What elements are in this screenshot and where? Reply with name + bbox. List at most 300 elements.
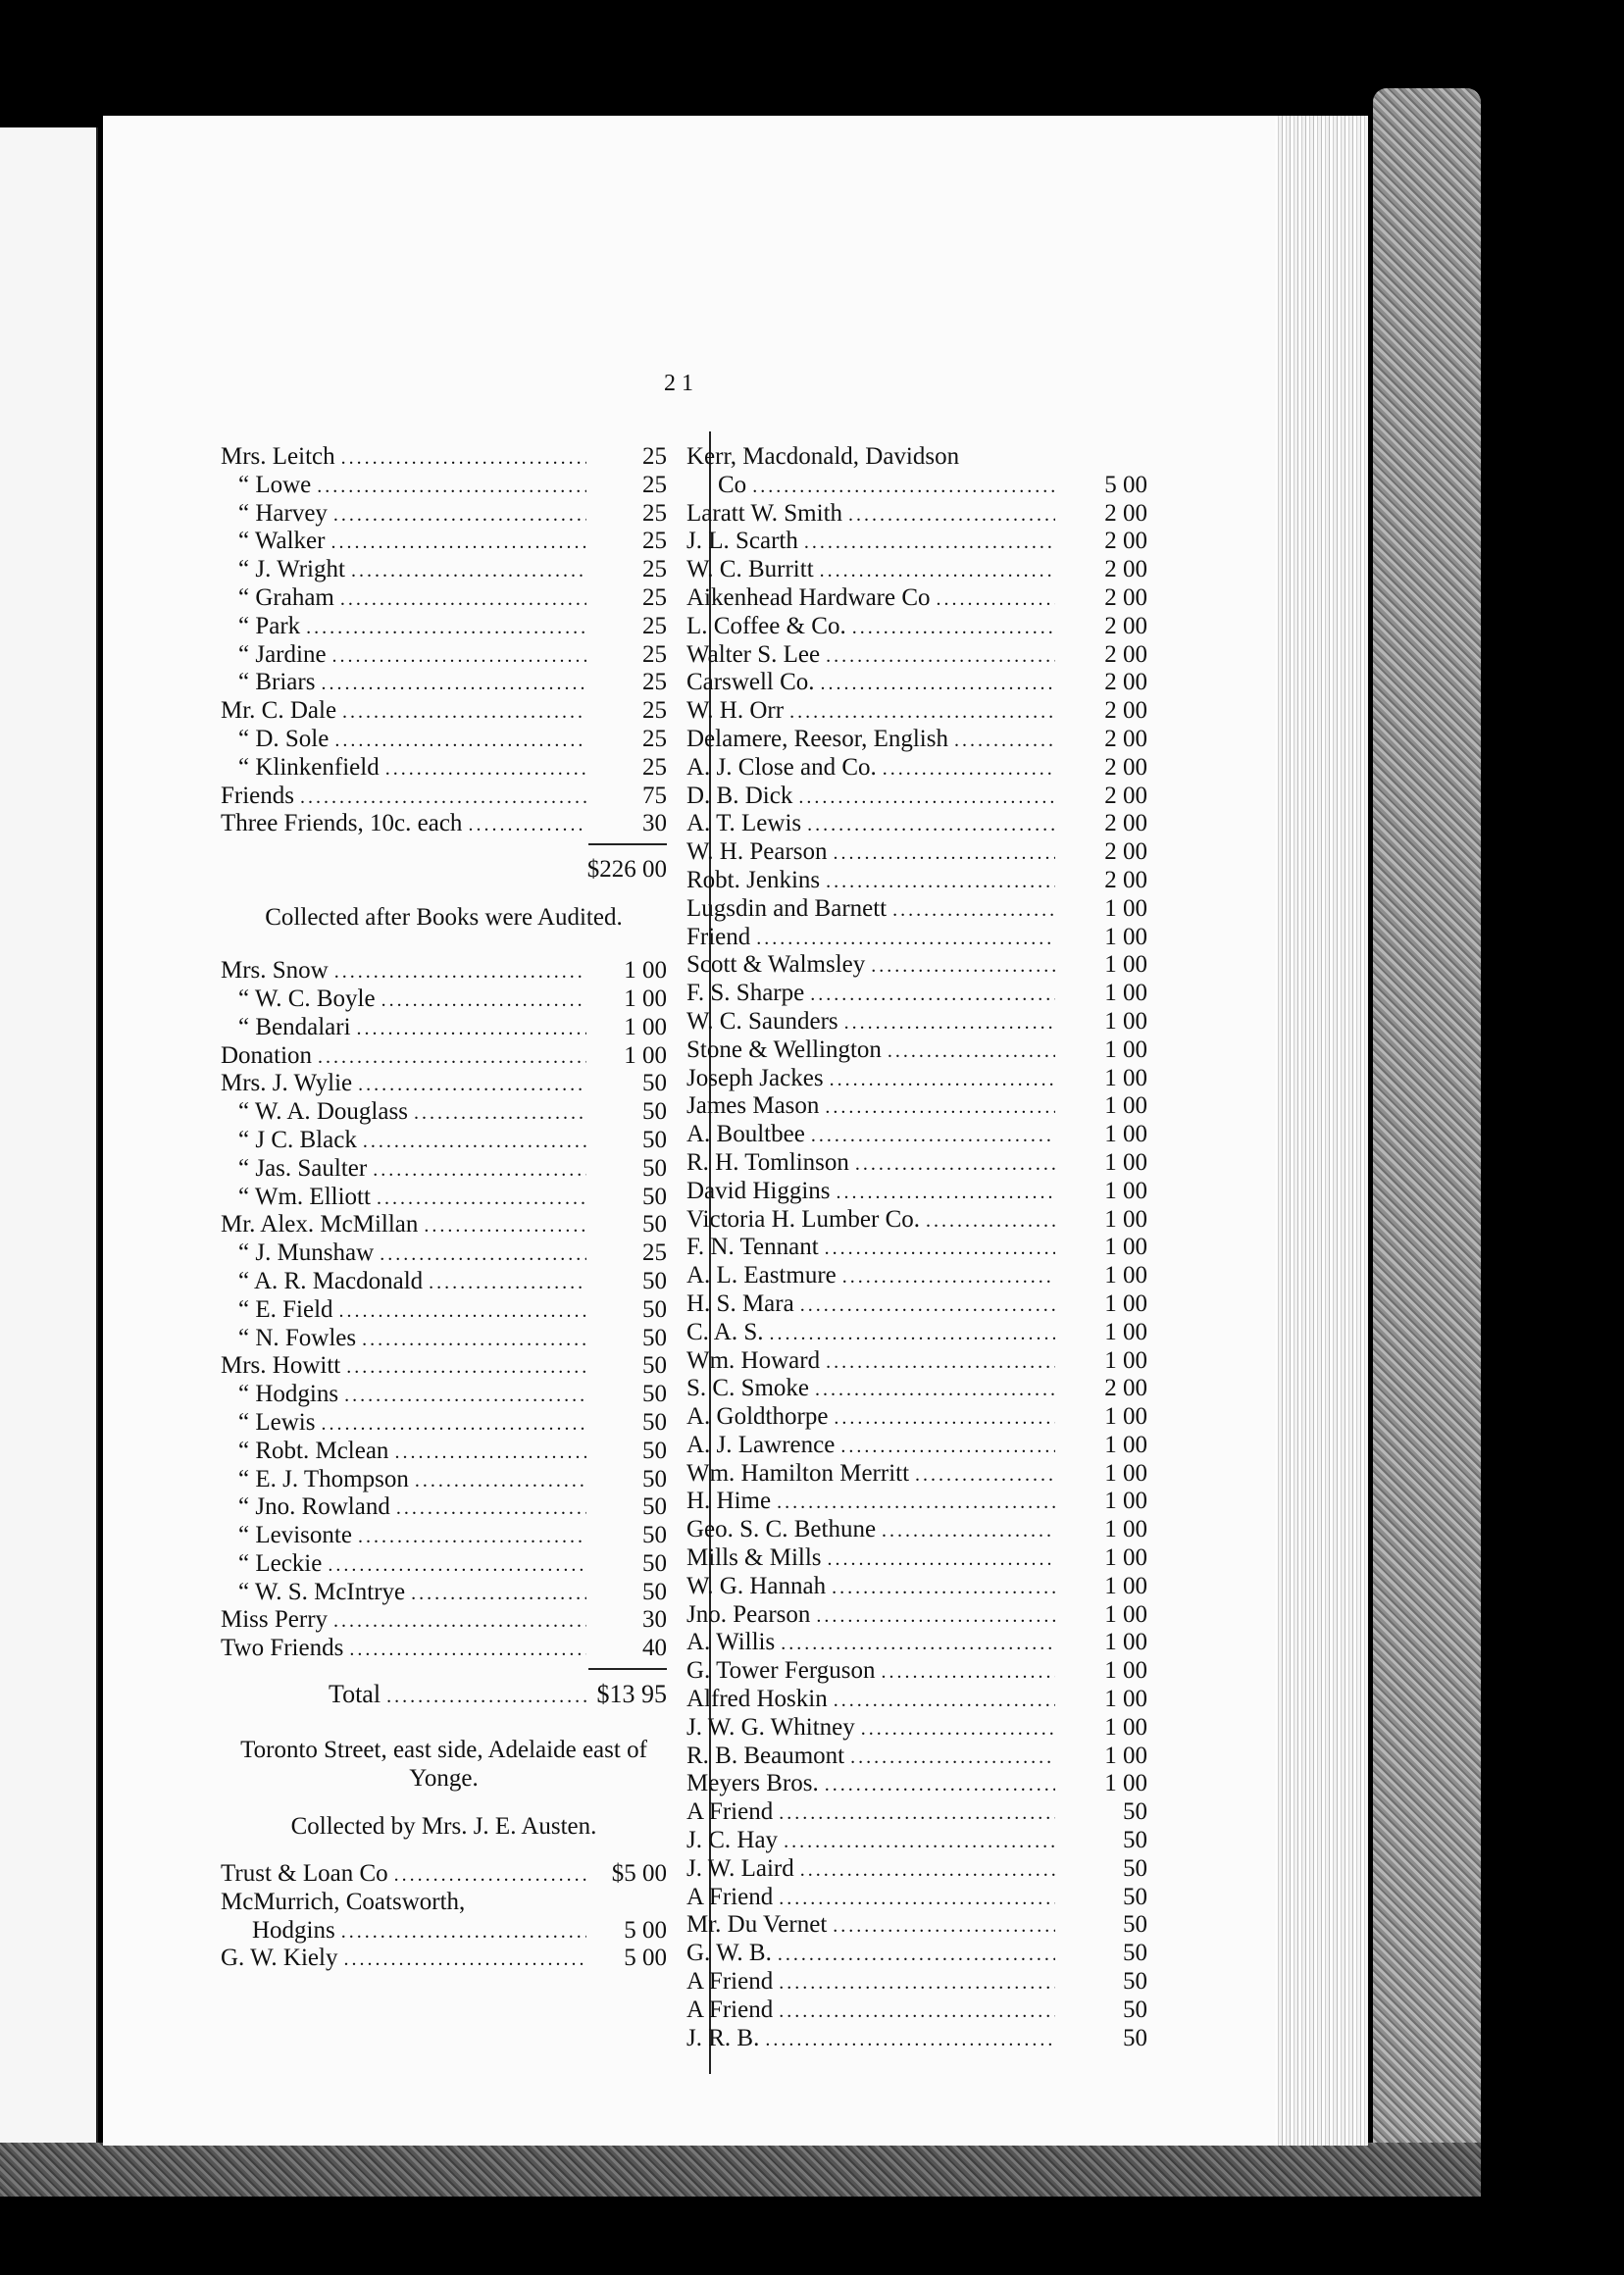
donor-row [686, 1714, 1147, 1743]
leader-dots [317, 472, 586, 501]
donation-amount: 2 00 [1104, 782, 1147, 809]
donation-amount: 1 00 [1104, 1742, 1147, 1769]
leader-dots [937, 584, 1055, 614]
donation-amount: 2 00 [1104, 725, 1147, 752]
donor-row [686, 1770, 1147, 1798]
donor-name: Walter S. Lee [686, 640, 821, 668]
leader-dots [810, 980, 1055, 1009]
donor-row [221, 1042, 667, 1071]
leader-dots [396, 1493, 586, 1523]
donor-name: A Friend [686, 1883, 774, 1910]
donation-amount: 1 00 [1104, 1488, 1147, 1515]
donor-row [221, 754, 667, 783]
leader-dots [358, 1070, 586, 1099]
donor-name: Three Friends, 10c. each [221, 810, 463, 837]
donor-row [686, 1573, 1147, 1601]
donor-name: “ Graham [238, 583, 334, 611]
donation-amount: 1 00 [1104, 1177, 1147, 1204]
leader-dots [770, 1319, 1055, 1348]
donor-name: G. Tower Ferguson [686, 1657, 876, 1685]
donor-name: Mr. C. Dale [221, 697, 337, 725]
donor-name: “ Leckie [238, 1549, 323, 1577]
leader-dots [300, 783, 586, 812]
donor-row [221, 443, 667, 472]
donor-row [686, 838, 1147, 867]
leader-dots [344, 1381, 586, 1410]
donation-amount: 2 00 [1104, 838, 1147, 866]
leader-dots [340, 584, 586, 614]
donor-row [221, 1635, 667, 1663]
total-label: Total [329, 1680, 381, 1709]
donor-row [686, 669, 1147, 697]
donation-amount: 2 00 [1104, 528, 1147, 555]
donor-name: C. A. S. [686, 1318, 764, 1345]
leader-dots [415, 1466, 586, 1495]
donor-name: A. Goldthorpe [686, 1403, 829, 1431]
leader-dots [826, 867, 1055, 896]
donor-row [686, 1488, 1147, 1516]
leader-dots [358, 1522, 586, 1551]
leader-dots [789, 697, 1055, 727]
leader-dots [394, 1438, 586, 1467]
leader-dots [830, 1065, 1055, 1094]
donor-name: W. H. Pearson [686, 838, 828, 866]
leader-dots [332, 641, 586, 671]
donor-row [686, 1940, 1147, 1968]
donor-row [686, 1884, 1147, 1912]
donor-name: Alfred Hoskin [686, 1686, 828, 1713]
leader-dots [330, 528, 586, 557]
leader-dots [821, 669, 1055, 698]
donor-name: Mr. Alex. McMillan [221, 1211, 419, 1239]
donation-amount: 1 00 [1104, 1572, 1147, 1599]
donor-row [686, 1206, 1147, 1235]
donor-row [221, 1296, 667, 1325]
page-block-edge [1275, 116, 1368, 2146]
donation-amount: 50 [1123, 1911, 1147, 1939]
leader-dots [334, 957, 586, 986]
leader-dots [424, 1211, 586, 1240]
leader-dots [429, 1268, 586, 1297]
donor-row [221, 1550, 667, 1579]
donation-amount: 50 [1123, 1827, 1147, 1854]
donation-amount: 50 [1123, 1968, 1147, 1996]
donor-name: J. R. B. [686, 2024, 760, 2051]
donor-name: A. L. Eastmure [686, 1262, 837, 1289]
donation-amount: 50 [642, 1408, 667, 1436]
leader-dots [779, 1997, 1055, 2026]
donor-name: Mr. Du Vernet [686, 1911, 828, 1939]
donor-row [686, 1657, 1147, 1686]
leader-dots [833, 1911, 1055, 1941]
right-column [686, 443, 1147, 2052]
donor-row [221, 584, 667, 613]
leader-dots [411, 1579, 586, 1608]
donor-row [221, 1014, 667, 1042]
donor-row [686, 810, 1147, 838]
leader-dots [800, 1290, 1055, 1320]
donor-row [686, 1686, 1147, 1714]
donor-name: “ Lewis [238, 1408, 316, 1436]
donation-amount: 2 00 [1104, 810, 1147, 837]
donation-amount: 1 00 [624, 957, 667, 985]
donor-name: Meyers Bros. [686, 1770, 819, 1797]
donation-amount: 25 [642, 583, 667, 611]
leader-dots [779, 1968, 1055, 1997]
donation-amount: 1 00 [1104, 1686, 1147, 1713]
donor-name: “ Harvey [238, 499, 328, 527]
donation-amount: 1 00 [1104, 1459, 1147, 1487]
donor-name: W. G. Hannah [686, 1572, 827, 1599]
donor-name: Mrs. Howitt [221, 1352, 341, 1380]
leader-dots [834, 838, 1055, 868]
donor-row [221, 1184, 667, 1212]
donation-amount: 2 00 [1104, 669, 1147, 696]
leader-dots [832, 1573, 1055, 1602]
leader-dots [377, 1184, 586, 1213]
leader-dots [926, 1206, 1055, 1236]
donor-name: Wm. Hamilton Merritt [686, 1459, 910, 1487]
donation-amount: 50 [642, 1295, 667, 1323]
donor-row [686, 895, 1147, 924]
donation-amount: 75 [642, 782, 667, 809]
leader-dots [363, 1127, 586, 1156]
donation-amount: 1 00 [624, 1041, 667, 1069]
donor-name: Lugsdin and Barnett [686, 894, 888, 922]
donor-row [221, 697, 667, 726]
leader-dots [826, 1347, 1055, 1377]
leader-dots [339, 1296, 586, 1326]
donation-amount: 25 [642, 443, 667, 470]
donation-amount: 50 [642, 1070, 667, 1097]
leader-dots [778, 1940, 1055, 1969]
donor-row [686, 1347, 1147, 1376]
donor-name: W. C. Saunders [686, 1007, 838, 1035]
leader-dots [883, 754, 1055, 784]
donor-row [221, 1239, 667, 1268]
donor-row [221, 1127, 667, 1155]
page-number: 21 [664, 371, 699, 396]
donor-name: A Friend [686, 1798, 774, 1826]
donor-name: David Higgins [686, 1177, 831, 1204]
donor-row [686, 2025, 1147, 2053]
donor-name: Mrs. Snow [221, 957, 329, 985]
donation-amount: 1 00 [1104, 1121, 1147, 1148]
donor-name: F. N. Tennant [686, 1234, 819, 1261]
leader-dots [781, 1629, 1055, 1658]
donor-name: Wm. Howard [686, 1346, 821, 1374]
donor-row [686, 924, 1147, 952]
donor-row [686, 1432, 1147, 1460]
donor-row [686, 1290, 1147, 1319]
donor-list-b [221, 957, 667, 1663]
donor-row [686, 1601, 1147, 1630]
leader-dots [842, 1262, 1055, 1291]
leader-dots [861, 1714, 1055, 1744]
donor-row [686, 1460, 1147, 1489]
donation-amount: 1 00 [1104, 1600, 1147, 1628]
leader-dots [341, 1917, 586, 1946]
donation-amount: 2 00 [1104, 866, 1147, 893]
leader-dots [385, 754, 586, 784]
donor-row [686, 472, 1147, 500]
donor-name: Mrs. Leitch [221, 443, 335, 470]
leader-dots [373, 1155, 586, 1185]
donor-name: “ A. R. Macdonald [238, 1267, 424, 1294]
leader-dots [343, 1945, 586, 1974]
leader-dots [394, 1860, 586, 1890]
donor-name: Mrs. J. Wylie [221, 1070, 353, 1097]
donation-amount: 25 [642, 640, 667, 668]
leader-dots [318, 1042, 586, 1072]
leader-dots [888, 1036, 1055, 1066]
audited-heading: Collected after Books were Audited. [265, 904, 623, 932]
donor-name: R. H. Tomlinson [686, 1148, 849, 1176]
donor-name: “ Klinkenfield [238, 753, 380, 781]
donor-name: F. S. Sharpe [686, 980, 805, 1007]
donor-name: H. S. Mara [686, 1289, 794, 1317]
donation-amount: 1 00 [624, 985, 667, 1012]
donor-name: A Friend [686, 1996, 774, 2023]
donation-amount: 25 [642, 697, 667, 725]
donor-list-c [221, 1860, 667, 1973]
leader-dots [855, 1149, 1055, 1179]
leader-dots [837, 1178, 1055, 1207]
donor-row [686, 1149, 1147, 1178]
donor-row [221, 1889, 667, 1917]
donor-name: “ N. Fowles [238, 1324, 357, 1351]
donor-row [686, 1319, 1147, 1347]
donor-row [686, 1262, 1147, 1290]
donor-name: “ E. J. Thompson [238, 1465, 409, 1492]
donation-amount: 40 [642, 1635, 667, 1662]
leader-dots [850, 1743, 1055, 1772]
donor-name: “ Bendalari [238, 1013, 351, 1040]
donor-row [686, 1997, 1147, 2025]
total-amount: $13 95 [596, 1680, 667, 1709]
donor-name: “ D. Sole [238, 725, 330, 752]
donation-amount: 50 [642, 1437, 667, 1464]
leader-dots [807, 810, 1055, 839]
donation-amount: 30 [642, 1606, 667, 1634]
leader-dots [844, 1008, 1055, 1037]
donation-amount: 2 00 [1104, 499, 1147, 527]
donation-amount: 5 00 [624, 1916, 667, 1944]
donor-row [686, 528, 1147, 556]
leader-dots [380, 1239, 586, 1269]
subtotal-rule [221, 838, 667, 850]
donation-amount: 1 00 [1104, 1403, 1147, 1431]
leader-dots [381, 986, 586, 1015]
leader-dots [752, 472, 1055, 501]
donor-row [686, 1629, 1147, 1657]
donor-name: Stone & Wellington [686, 1036, 882, 1063]
donor-row [686, 1234, 1147, 1262]
donor-row [221, 641, 667, 670]
donor-row [686, 1065, 1147, 1093]
donor-name: Scott & Walmsley [686, 951, 866, 979]
donor-row [221, 1466, 667, 1494]
donor-row [686, 1008, 1147, 1036]
donor-row [221, 810, 667, 838]
donor-list-right [686, 443, 1147, 2052]
donor-name: A. J. Close and Co. [686, 753, 877, 781]
donation-amount: 1 00 [1104, 980, 1147, 1007]
left-column [221, 443, 667, 1973]
donor-row [221, 556, 667, 584]
donation-amount: 50 [1123, 1883, 1147, 1910]
donor-row [221, 669, 667, 697]
donor-row [686, 726, 1147, 754]
donation-amount: 1 00 [1104, 1148, 1147, 1176]
leader-dots [321, 669, 586, 698]
donation-amount: 1 00 [1104, 1431, 1147, 1458]
donor-name: Kerr, Macdonald, Davidson [686, 443, 960, 470]
donation-amount: 2 00 [1104, 612, 1147, 639]
leader-dots [828, 1544, 1055, 1574]
donation-amount: 50 [1123, 1854, 1147, 1882]
donor-name: “ Jardine [238, 640, 327, 668]
donation-amount: 50 [642, 1324, 667, 1351]
donor-name: Friend [686, 923, 751, 950]
donor-name: H. Hime [686, 1488, 772, 1515]
donor-row [221, 1381, 667, 1409]
street-heading: Toronto Street, east side, Adelaide east of Yonge. [240, 1737, 647, 1793]
leader-dots [414, 1098, 586, 1128]
leader-dots [882, 1516, 1055, 1545]
donation-amount: 1 00 [1104, 1064, 1147, 1091]
leader-dots [349, 1635, 586, 1664]
donation-amount: 1 00 [1104, 1657, 1147, 1685]
donor-name: McMurrich, Coatsworth, [221, 1888, 466, 1915]
donation-amount: 1 00 [1104, 1036, 1147, 1063]
donor-name: A. J. Lawrence [686, 1431, 836, 1458]
donor-row [221, 1606, 667, 1635]
donor-name: “ Lowe [238, 471, 312, 498]
donor-row [221, 1211, 667, 1239]
donor-name: Friends [221, 782, 294, 809]
donor-name: Victoria H. Lumber Co. [686, 1205, 921, 1233]
leader-dots [346, 1352, 586, 1382]
donation-amount: 1 00 [1104, 894, 1147, 922]
donation-amount: 25 [642, 528, 667, 555]
donor-row [686, 1092, 1147, 1121]
donor-name: Aikenhead Hardware Co [686, 583, 931, 611]
leader-dots [351, 556, 586, 585]
donation-amount: 50 [642, 1183, 667, 1210]
leader-dots [954, 726, 1055, 755]
donor-row [221, 1438, 667, 1466]
donation-amount: 1 00 [1104, 1713, 1147, 1741]
leader-dots [798, 783, 1055, 812]
donor-name: Jno. Pearson [686, 1600, 811, 1628]
leader-dots [468, 810, 586, 839]
donation-amount: 5 00 [1104, 471, 1147, 498]
donor-row [686, 1743, 1147, 1771]
leader-dots [815, 1375, 1055, 1404]
donation-amount: 50 [642, 1578, 667, 1605]
subtotal-row [221, 850, 667, 889]
donor-row [686, 1121, 1147, 1149]
donation-amount: 1 00 [1104, 1346, 1147, 1374]
donation-amount: 50 [642, 1098, 667, 1126]
donor-name: “ J. Wright [238, 556, 345, 583]
leader-dots [321, 1409, 586, 1439]
donor-name: “ E. Field [238, 1295, 333, 1323]
donation-amount: 50 [642, 1522, 667, 1549]
donor-name: Two Friends [221, 1635, 344, 1662]
donor-name: J. C. Hay [686, 1827, 779, 1854]
donor-name: “ Robt. Mclean [238, 1437, 389, 1464]
donor-row [686, 1911, 1147, 1940]
donation-amount: 25 [642, 1239, 667, 1267]
total-row [221, 1675, 667, 1714]
donor-row [686, 1968, 1147, 1997]
leader-dots [804, 528, 1055, 557]
donor-row [686, 500, 1147, 529]
facing-page-edge [0, 127, 98, 2177]
total-rule [221, 1663, 667, 1675]
donation-amount: 2 00 [1104, 556, 1147, 583]
leader-dots [779, 1884, 1055, 1913]
leader-dots [825, 1234, 1055, 1263]
donor-row [221, 1155, 667, 1184]
donor-row [686, 783, 1147, 811]
donor-name: Miss Perry [221, 1606, 329, 1634]
donor-name: “ Wm. Elliott [238, 1183, 371, 1210]
donation-amount: 25 [642, 612, 667, 639]
collector-heading: Collected by Mrs. J. E. Austen. [290, 1813, 597, 1841]
leader-dots [825, 1092, 1055, 1122]
leader-dots [892, 895, 1055, 925]
donation-amount: 25 [642, 725, 667, 752]
donor-row [686, 754, 1147, 783]
donation-amount: 50 [1123, 1798, 1147, 1826]
donation-amount: 5 00 [624, 1945, 667, 1972]
donor-name: “ Levisonte [238, 1522, 352, 1549]
donor-row [221, 1579, 667, 1607]
donor-name: “ Jas. Saulter [238, 1154, 368, 1182]
donor-name: “ W. S. McIntrye [238, 1578, 406, 1605]
donor-row [221, 1070, 667, 1098]
donor-row [686, 1516, 1147, 1544]
leader-dots [306, 613, 586, 642]
donation-amount: 2 00 [1104, 753, 1147, 781]
donation-amount: 50 [642, 1126, 667, 1153]
donor-name: “ Hodgins [238, 1381, 339, 1408]
donor-row [686, 641, 1147, 670]
leader-dots [915, 1460, 1055, 1490]
donation-amount: 50 [642, 1267, 667, 1294]
donor-row [221, 613, 667, 641]
donation-amount: 50 [642, 1465, 667, 1492]
donor-name: R. B. Beaumont [686, 1742, 845, 1769]
leader-dots [871, 951, 1055, 981]
donor-row [221, 783, 667, 811]
donation-amount: 1 00 [1104, 1318, 1147, 1345]
donor-name: Geo. S. C. Bethune [686, 1516, 877, 1543]
donor-name: “ Walker [238, 528, 326, 555]
donor-name: Co [718, 471, 747, 498]
donation-amount: 2 00 [1104, 640, 1147, 668]
donor-row [686, 697, 1147, 726]
donation-amount: 30 [642, 810, 667, 837]
leader-dots [333, 500, 586, 530]
donor-row [221, 1268, 667, 1296]
donation-amount: 1 00 [1104, 1770, 1147, 1797]
donor-name: Mills & Mills [686, 1544, 822, 1572]
donor-row [686, 556, 1147, 584]
